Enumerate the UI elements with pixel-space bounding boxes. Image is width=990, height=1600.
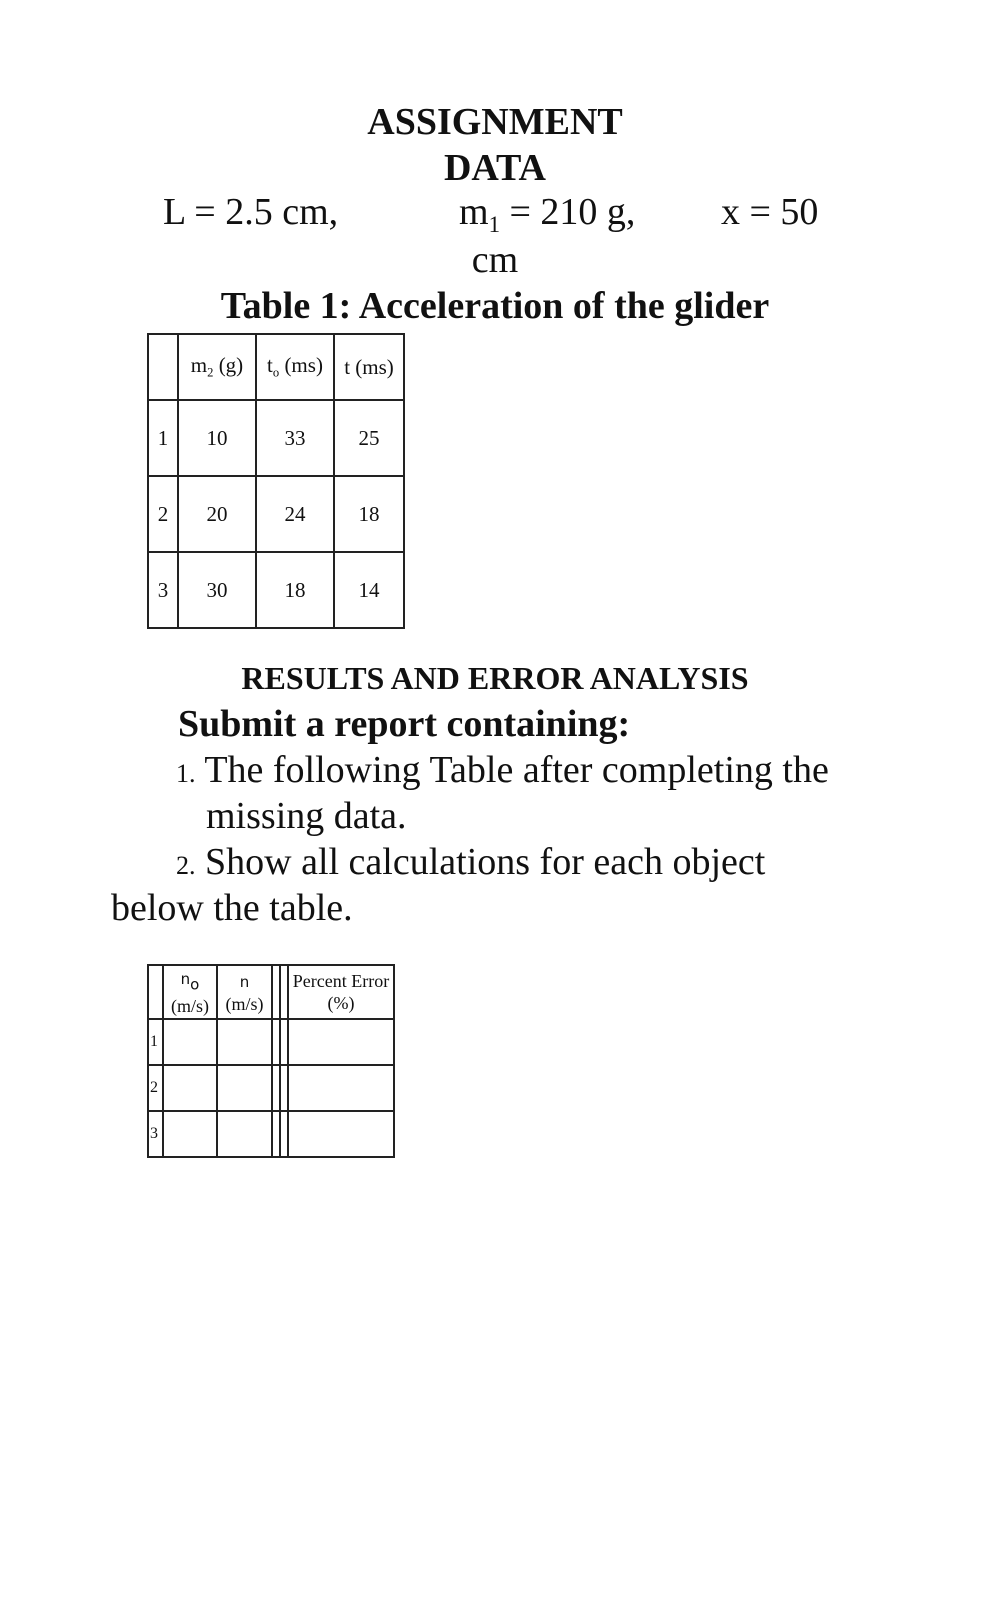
item-text: The following Table after completing the bbox=[195, 749, 829, 791]
cell-t: 25 bbox=[334, 400, 404, 476]
row-index: 1 bbox=[148, 1019, 163, 1065]
table-row bbox=[148, 400, 404, 476]
table-header-row bbox=[148, 334, 404, 400]
row-index: 3 bbox=[148, 1111, 163, 1157]
m1-symbol: m bbox=[459, 191, 489, 233]
column-separator bbox=[272, 1019, 280, 1065]
assignment-title: ASSIGNMENT bbox=[367, 101, 623, 143]
row-index: 1 bbox=[148, 400, 178, 476]
results-table bbox=[147, 964, 395, 1158]
table-header-row bbox=[148, 965, 394, 1019]
empty-cell bbox=[163, 1019, 217, 1065]
column-separator bbox=[280, 1019, 288, 1065]
column-separator bbox=[280, 965, 288, 1019]
header-percent-error: Percent Error (%) bbox=[288, 965, 394, 1019]
cell-t: 14 bbox=[334, 552, 404, 628]
table1-caption: Table 1: Acceleration of the glider bbox=[220, 285, 770, 327]
header-t0: $t_o$ (ms) bbox=[256, 334, 334, 400]
cell-m2: 30 bbox=[178, 552, 256, 628]
item-number: 2. bbox=[176, 851, 196, 880]
item-number: 1. bbox=[176, 759, 196, 788]
header-m2: $m_2$ (g) bbox=[178, 334, 256, 400]
results-heading: RESULTS AND ERROR ANALYSIS bbox=[241, 660, 749, 696]
given-mass-m1 bbox=[459, 190, 635, 238]
header-t: t (ms) bbox=[334, 334, 404, 400]
cell-t0: 24 bbox=[256, 476, 334, 552]
header-n0: $n_o$ (m/s) bbox=[163, 965, 217, 1019]
item-continuation: below the table. bbox=[111, 887, 353, 929]
given-distance-x: x = 50 bbox=[721, 191, 819, 233]
column-separator bbox=[272, 1111, 280, 1157]
empty-cell bbox=[217, 1019, 272, 1065]
column-separator bbox=[272, 965, 280, 1019]
cell-t: 18 bbox=[334, 476, 404, 552]
column-separator bbox=[280, 1065, 288, 1111]
empty-cell bbox=[288, 1065, 394, 1111]
row-index: 3 bbox=[148, 552, 178, 628]
table-row bbox=[148, 1065, 394, 1111]
list-item bbox=[176, 748, 829, 792]
column-separator bbox=[272, 1065, 280, 1111]
table-row bbox=[148, 1019, 394, 1065]
empty-cell bbox=[288, 1019, 394, 1065]
empty-cell bbox=[217, 1111, 272, 1157]
m1-subscript: 1 bbox=[488, 211, 500, 237]
row-index: 2 bbox=[148, 1065, 163, 1111]
m1-value: = 210 g, bbox=[499, 191, 636, 233]
given-distance-unit: cm bbox=[471, 239, 519, 281]
item-continuation: missing data. bbox=[206, 795, 407, 837]
given-length: L = 2.5 cm, bbox=[163, 191, 339, 233]
empty-cell bbox=[163, 1111, 217, 1157]
header-n: n (m/s) bbox=[217, 965, 272, 1019]
empty-cell bbox=[288, 1111, 394, 1157]
cell-t0: 18 bbox=[256, 552, 334, 628]
empty-cell bbox=[217, 1065, 272, 1111]
table-corner-cell bbox=[148, 965, 163, 1019]
table-row bbox=[148, 1111, 394, 1157]
acceleration-table bbox=[147, 333, 405, 629]
column-separator bbox=[280, 1111, 288, 1157]
data-title: DATA bbox=[443, 147, 547, 189]
empty-cell bbox=[163, 1065, 217, 1111]
item-text: Show all calculations for each object bbox=[195, 841, 766, 883]
row-index: 2 bbox=[148, 476, 178, 552]
cell-m2: 10 bbox=[178, 400, 256, 476]
list-item bbox=[176, 840, 765, 884]
submit-instruction: Submit a report containing: bbox=[178, 703, 631, 745]
table-row bbox=[148, 476, 404, 552]
cell-m2: 20 bbox=[178, 476, 256, 552]
table-row bbox=[148, 552, 404, 628]
cell-t0: 33 bbox=[256, 400, 334, 476]
table-corner-cell bbox=[148, 334, 178, 400]
